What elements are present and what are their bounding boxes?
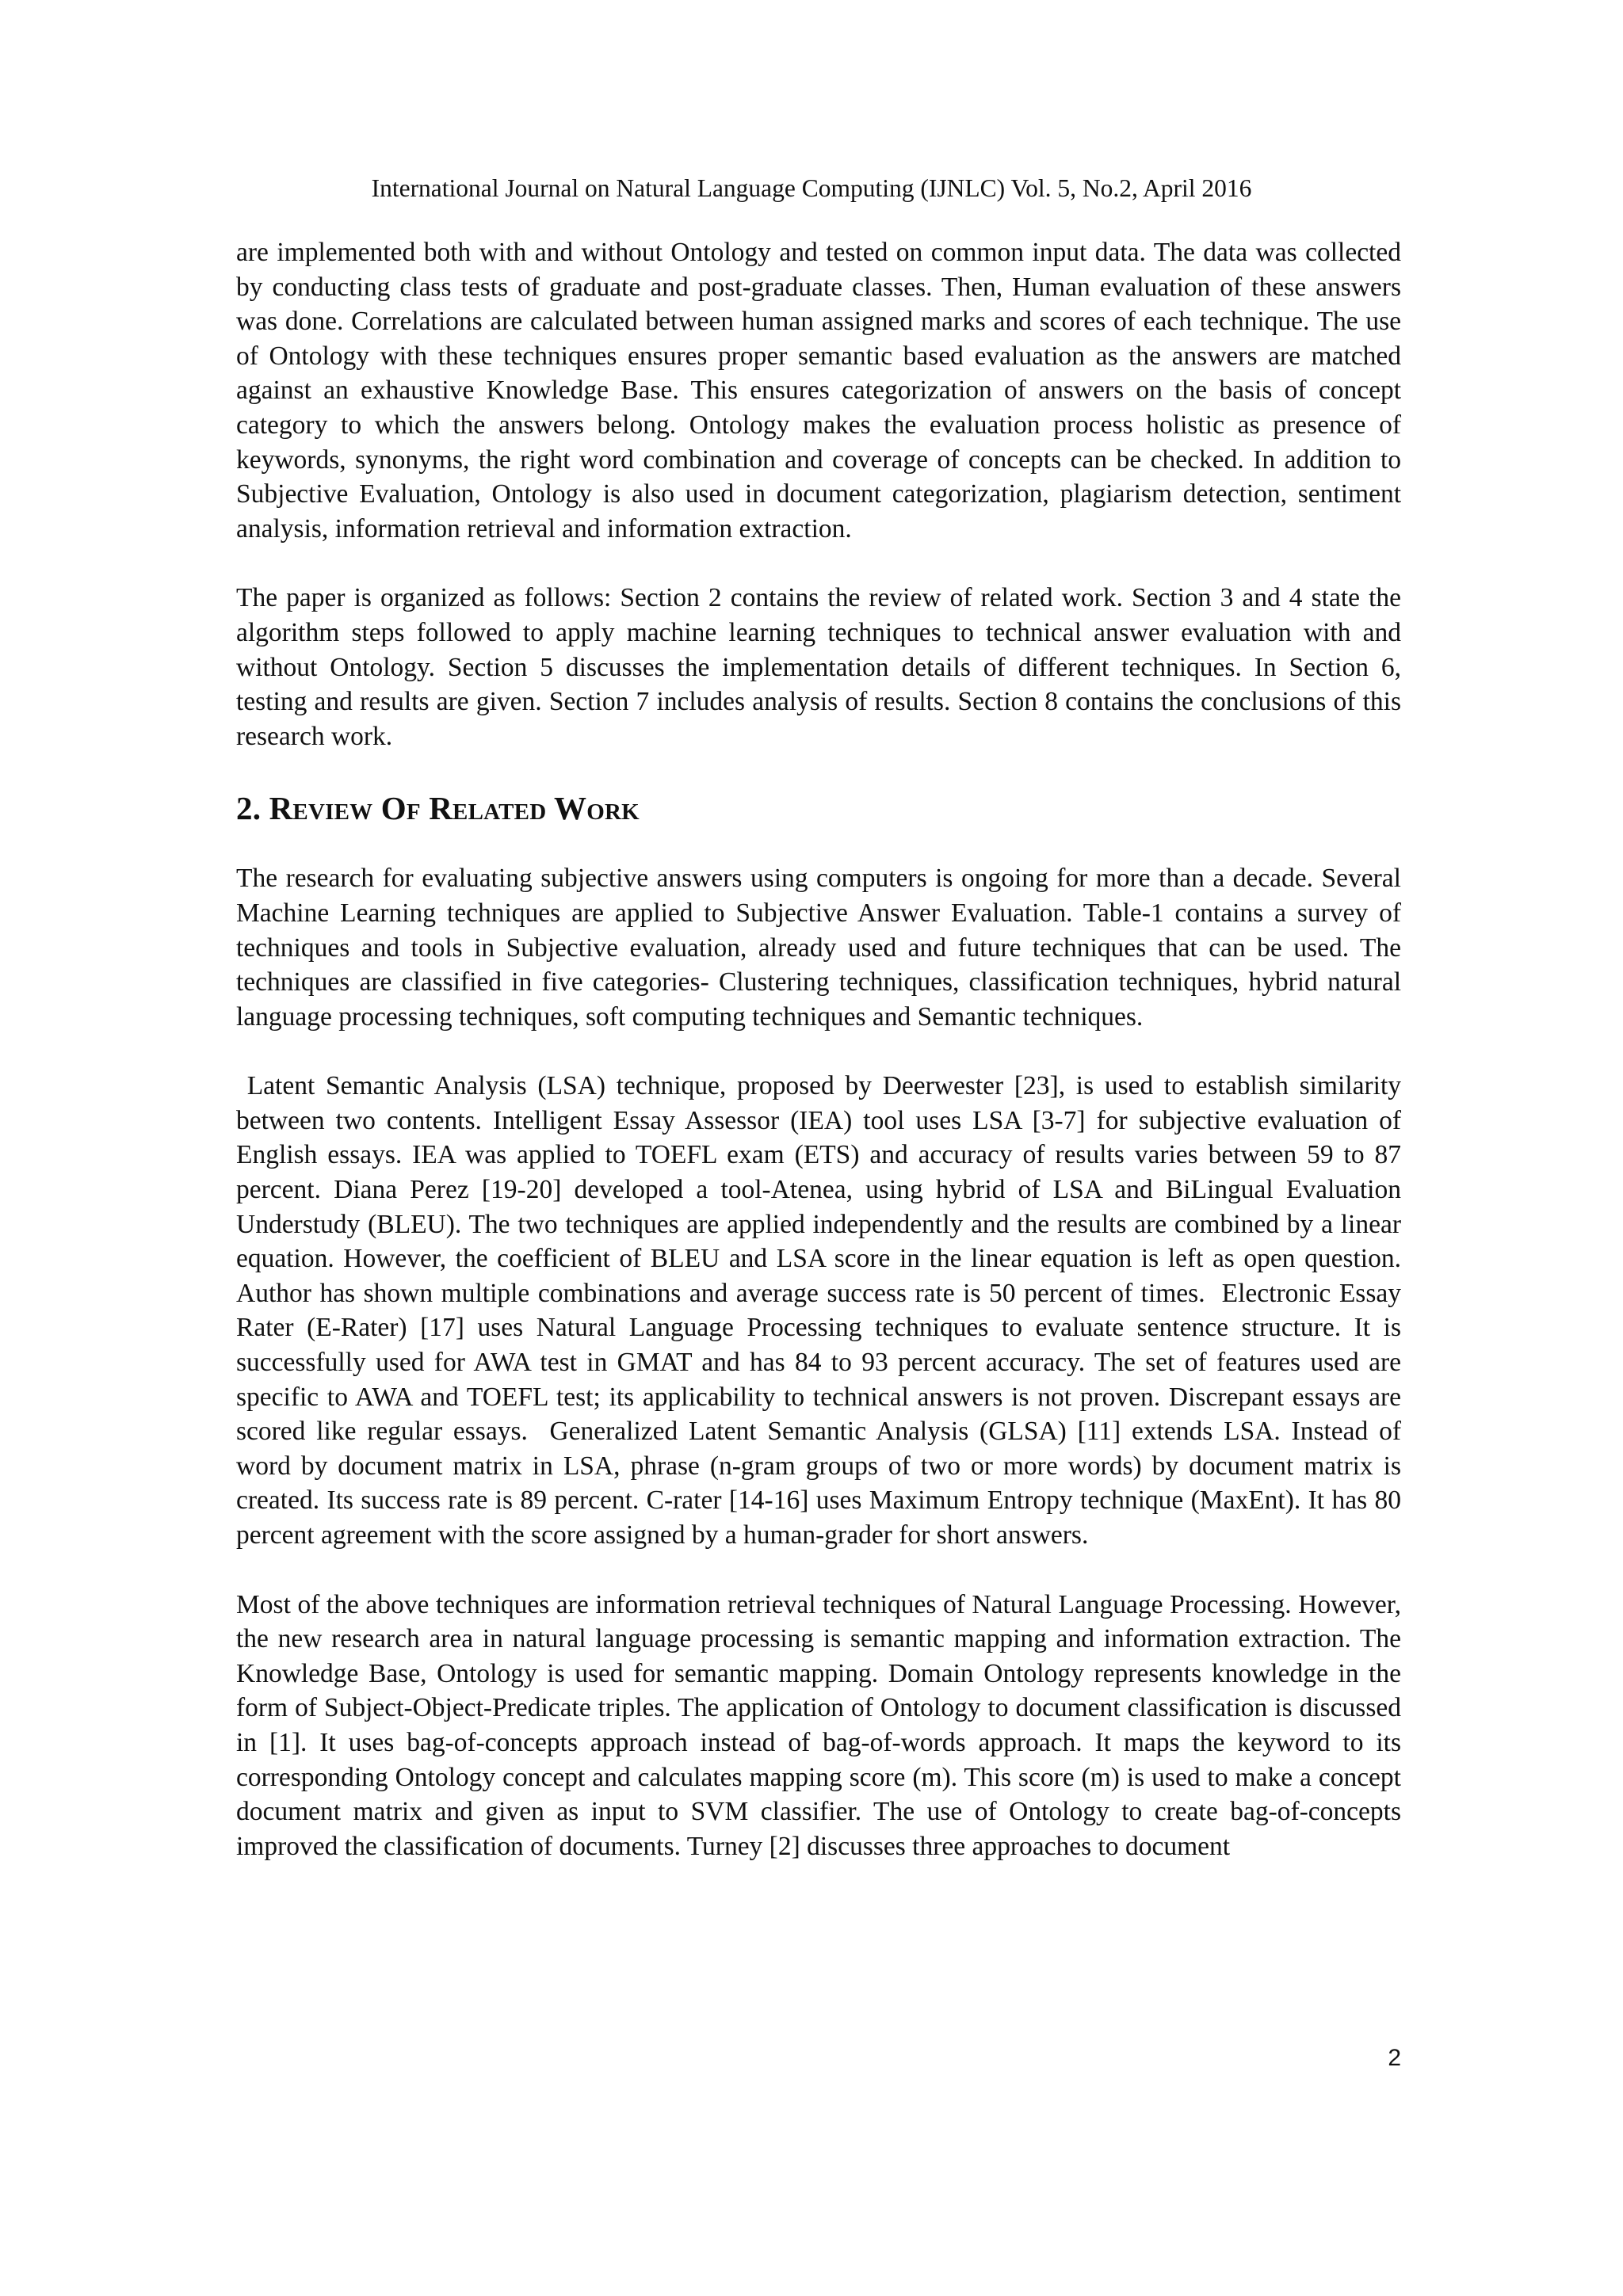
paragraph-review-overview: The research for evaluating subjective answers using computers is ongoing for more than a decade. Several Machine Learning techniques are applied to Subjective Answer Evaluation. Table-1 contains a survey of techniques and tools in Subjective evaluation, already used and future techniques that can be used. The techniques are classified in five categories- Clustering techniques, classification techniques, hybrid natural language processing techniques, soft computing techniques and Semantic techniques. [236, 864, 1401, 1032]
paragraph-review-lsa-tools: Latent Semantic Analysis (LSA) technique, proposed by Deerwester [23], is used to establish similarity between two contents. Intelligent Essay Assessor (IEA) tool uses LSA [3-7] for subjective evaluation of English essays. IEA was applied to TOEFL exam (ETS) and accuracy of results varies between 59 to 87 percent. Diana Perez [19-20] developed a tool-Atenea, using hybrid of LSA and BiLingual Evaluation Understudy (BLEU). The two techniques are applied independently and the results are combined by a linear equation. However, the coefficient of BLEU and LSA score in the linear equation is left as open question. Author has shown multiple combinations and average success rate is 50 percent of times. Electronic Essay Rater (E-Rater) [17] uses Natural Language Processing techniques to evaluate sentence structure. It is successfully used for AWA test in GMAT and has 84 to 93 percent accuracy. The set of features used are specific to AWA and TOEFL test; its applicability to technical answers is not proven. Discrepant essays are scored like regular essays. Generalized Latent Semantic Analysis (GLSA) [11] extends LSA. Instead of word by document matrix in LSA, phrase (n-gram groups of two or more words) by document matrix is created. Its success rate is 89 percent. C-rater [14-16] uses Maximum Entropy technique (MaxEnt). It has 80 percent agreement with the score assigned by a human-grader for short answers. [236, 1071, 1408, 1550]
section-heading: 2. Review Of Related Work [236, 790, 640, 827]
body-text [236, 235, 1408, 1863]
running-header: International Journal on Natural Language Computing (IJNLC) Vol. 5, No.2, April 2016 [371, 174, 1252, 202]
paragraph-review-ontology: Most of the above techniques are information retrieval techniques of Natural Language Processing. However, the new research area in natural language processing is semantic mapping and information extraction. The Knowledge Base, Ontology is used for semantic mapping. Domain Ontology represents knowledge in the form of Subject-Object-Predicate triples. The application of Ontology to document classification is discussed in [1]. It uses bag-of-concepts approach instead of bag-of-words approach. It maps the keyword to its corresponding Ontology concept and calculates mapping score (m). This score (m) is used to make a concept document matrix and given as input to SVM classifier. The use of Ontology to create bag-of-concepts improved the classification of documents. Turney [2] discusses three approaches to document [236, 1589, 1401, 1861]
page-number: 2 [1388, 2045, 1401, 2071]
paragraph-paper-organization: The paper is organized as follows: Section 2 contains the review of related work. Section 3 and 4 state the algorithm steps followed to apply machine learning techniques to technical answer evaluation with and without Ontology. Section 5 discusses the implementation details of different techniques. In Section 6, testing and results are given. Section 7 includes analysis of results. Section 8 contains the conclusions of this research work. [236, 583, 1401, 751]
paragraph-intro-continued: are implemented both with and without Ontology and tested on common input data. The data was collected by conducting class tests of graduate and post-graduate classes. Then, Human evaluation of these answers was done. Correlations are calculated between human assigned marks and scores of each technique. The use of Ontology with these techniques ensures proper semantic based evaluation as the answers are matched against an exhaustive Knowledge Base. This ensures categorization of answers on the basis of concept category to which the answers belong. Ontology makes the evaluation process holistic as presence of keywords, synonyms, the right word combination and coverage of concepts can be checked. In addition to Subjective Evaluation, Ontology is also used in document categorization, plagiarism detection, sentiment analysis, information retrieval and information extraction. [236, 238, 1401, 543]
